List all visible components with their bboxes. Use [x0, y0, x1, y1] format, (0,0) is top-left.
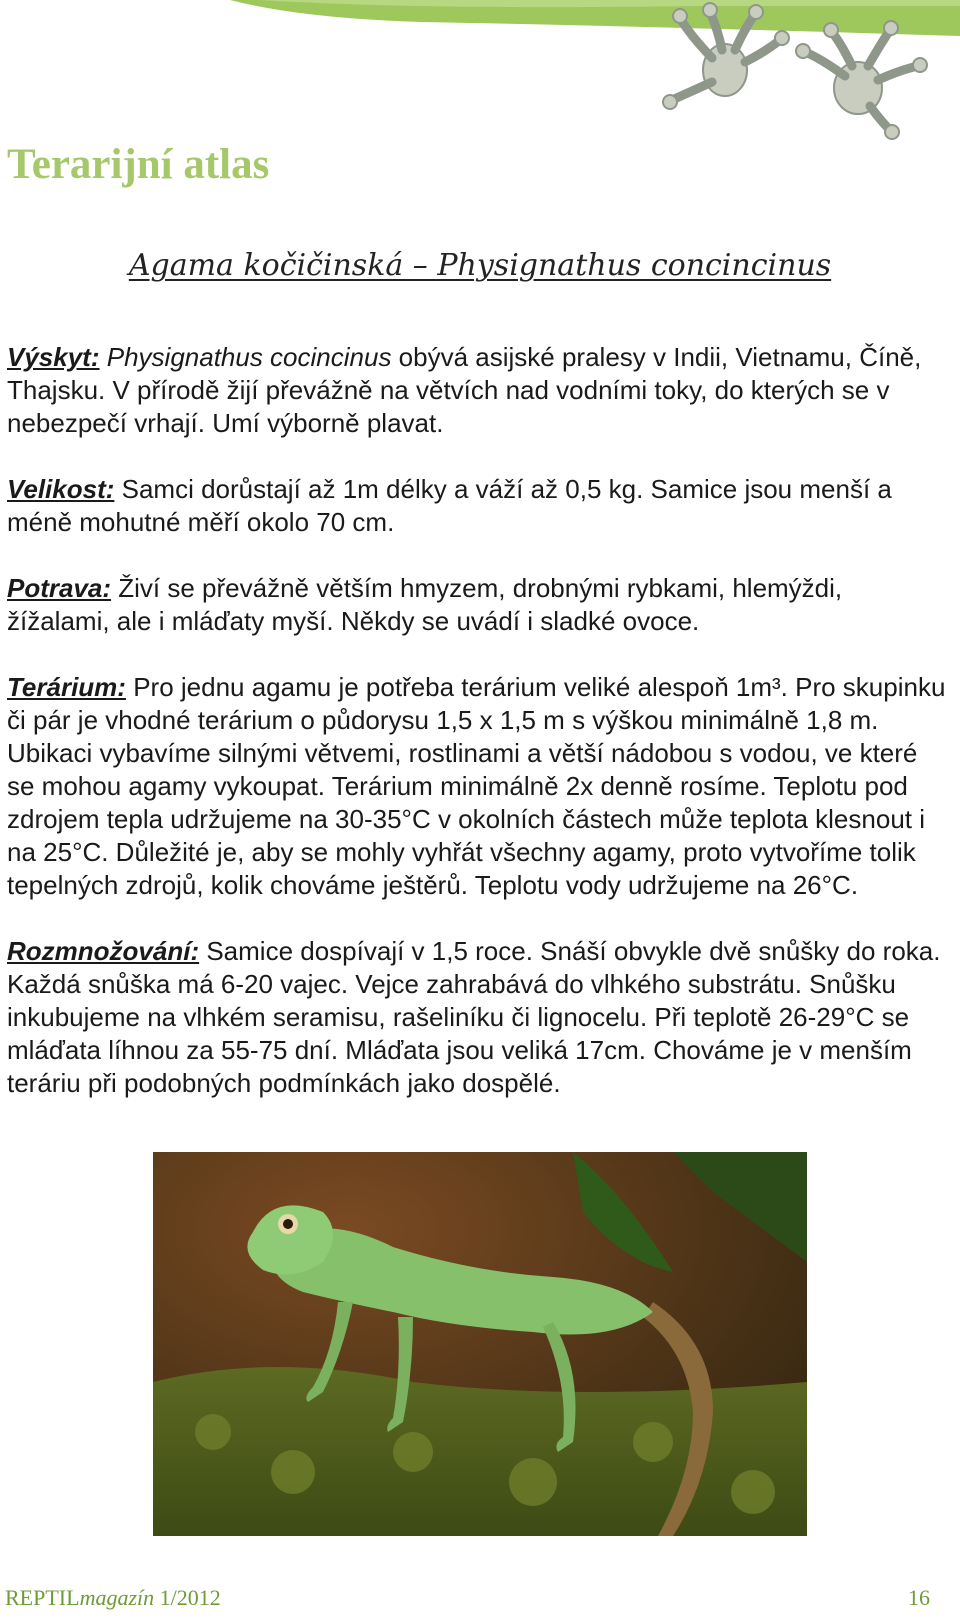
article-title: Agama kočičinská – Physignathus concincinus: [128, 248, 832, 283]
species-name: Physignathus cocincinus: [106, 342, 392, 372]
gecko-foot-icon: [796, 21, 927, 139]
section-text: Samice dospívají v 1,5 roce. Snáší obvykle dvě snůšky do roka. Každá snůška má 6-20 vajec. Vejce zahrabává do vlhkého substrátu. Snůšku inkubujeme na vlhkém seramisu, rašeliníku či lignocelu. Při teplotě 26-29°C se mláďata líhnou za 55-75 dní. Mláďata jsou veliká 17cm. Chováme je v menším teráriu při podobných podmínkách jako dospělé.: [7, 936, 941, 1098]
issue-number: 1/2012: [154, 1585, 221, 1610]
section-label: Velikost:: [7, 474, 115, 504]
section-food: [7, 572, 947, 638]
article-body: [7, 341, 947, 1133]
section-breeding: [7, 935, 947, 1100]
section-text: Pro jednu agamu je potřeba terárium veliké alespoň 1m³. Pro skupinku či pár je vhodné terárium o půdorysu 1,5 x 1,5 m s výškou minimálně 1,8 m. Ubikaci vybavíme silnými větvemi, rostlinami a větší nádobou s vodou, ve které se mohou agamy vykoupat. Terárium minimálně 2x denně rosíme. Teplotu pod zdrojem tepla udržujeme na 30-35°C v okolních částech může teplota klesnout i na 25°C. Důležité je, aby se mohly vyhřát všechny agamy, proto vytvoříme tolik tepelných zdrojů, kolik chováme ještěrů. Teplotu vody udržujeme na 26°C.: [7, 672, 946, 900]
section-text: Živí se převážně větším hmyzem, drobnými rybkami, hlemýždi, žížalami, ale i mláďaty myší. Někdy se uvádí i sladké ovoce.: [7, 573, 843, 636]
section-label: Terárium:: [7, 672, 126, 702]
footer-magazine: [5, 1585, 221, 1611]
section-label: Rozmnožování:: [7, 936, 200, 966]
magazine-name: REPTIL: [5, 1585, 80, 1610]
atlas-title: Terarijní atlas: [7, 141, 270, 188]
section-text: Samci dorůstají až 1m délky a váží až 0,5 kg. Samice jsou menší a méně mohutné měří okolo 70 cm.: [7, 474, 892, 537]
section-label: Potrava:: [7, 573, 112, 603]
section-occurrence: [7, 341, 947, 440]
section-text: obývá asijské pralesy v Indii, Vietnamu, Číně, Thajsku. V přírodě žijí převážně na větvích nad vodními toky, do kterých se v nebezpečí vrhají. Umí výborně plavat.: [7, 342, 922, 438]
agama-photo: [153, 1152, 807, 1536]
section-size: [7, 473, 947, 539]
section-terrarium: [7, 671, 947, 902]
header-banner: [0, 0, 960, 150]
section-label: Výskyt:: [7, 342, 100, 372]
magazine-suffix: magazín: [79, 1585, 155, 1610]
page-number: 16: [908, 1585, 930, 1610]
